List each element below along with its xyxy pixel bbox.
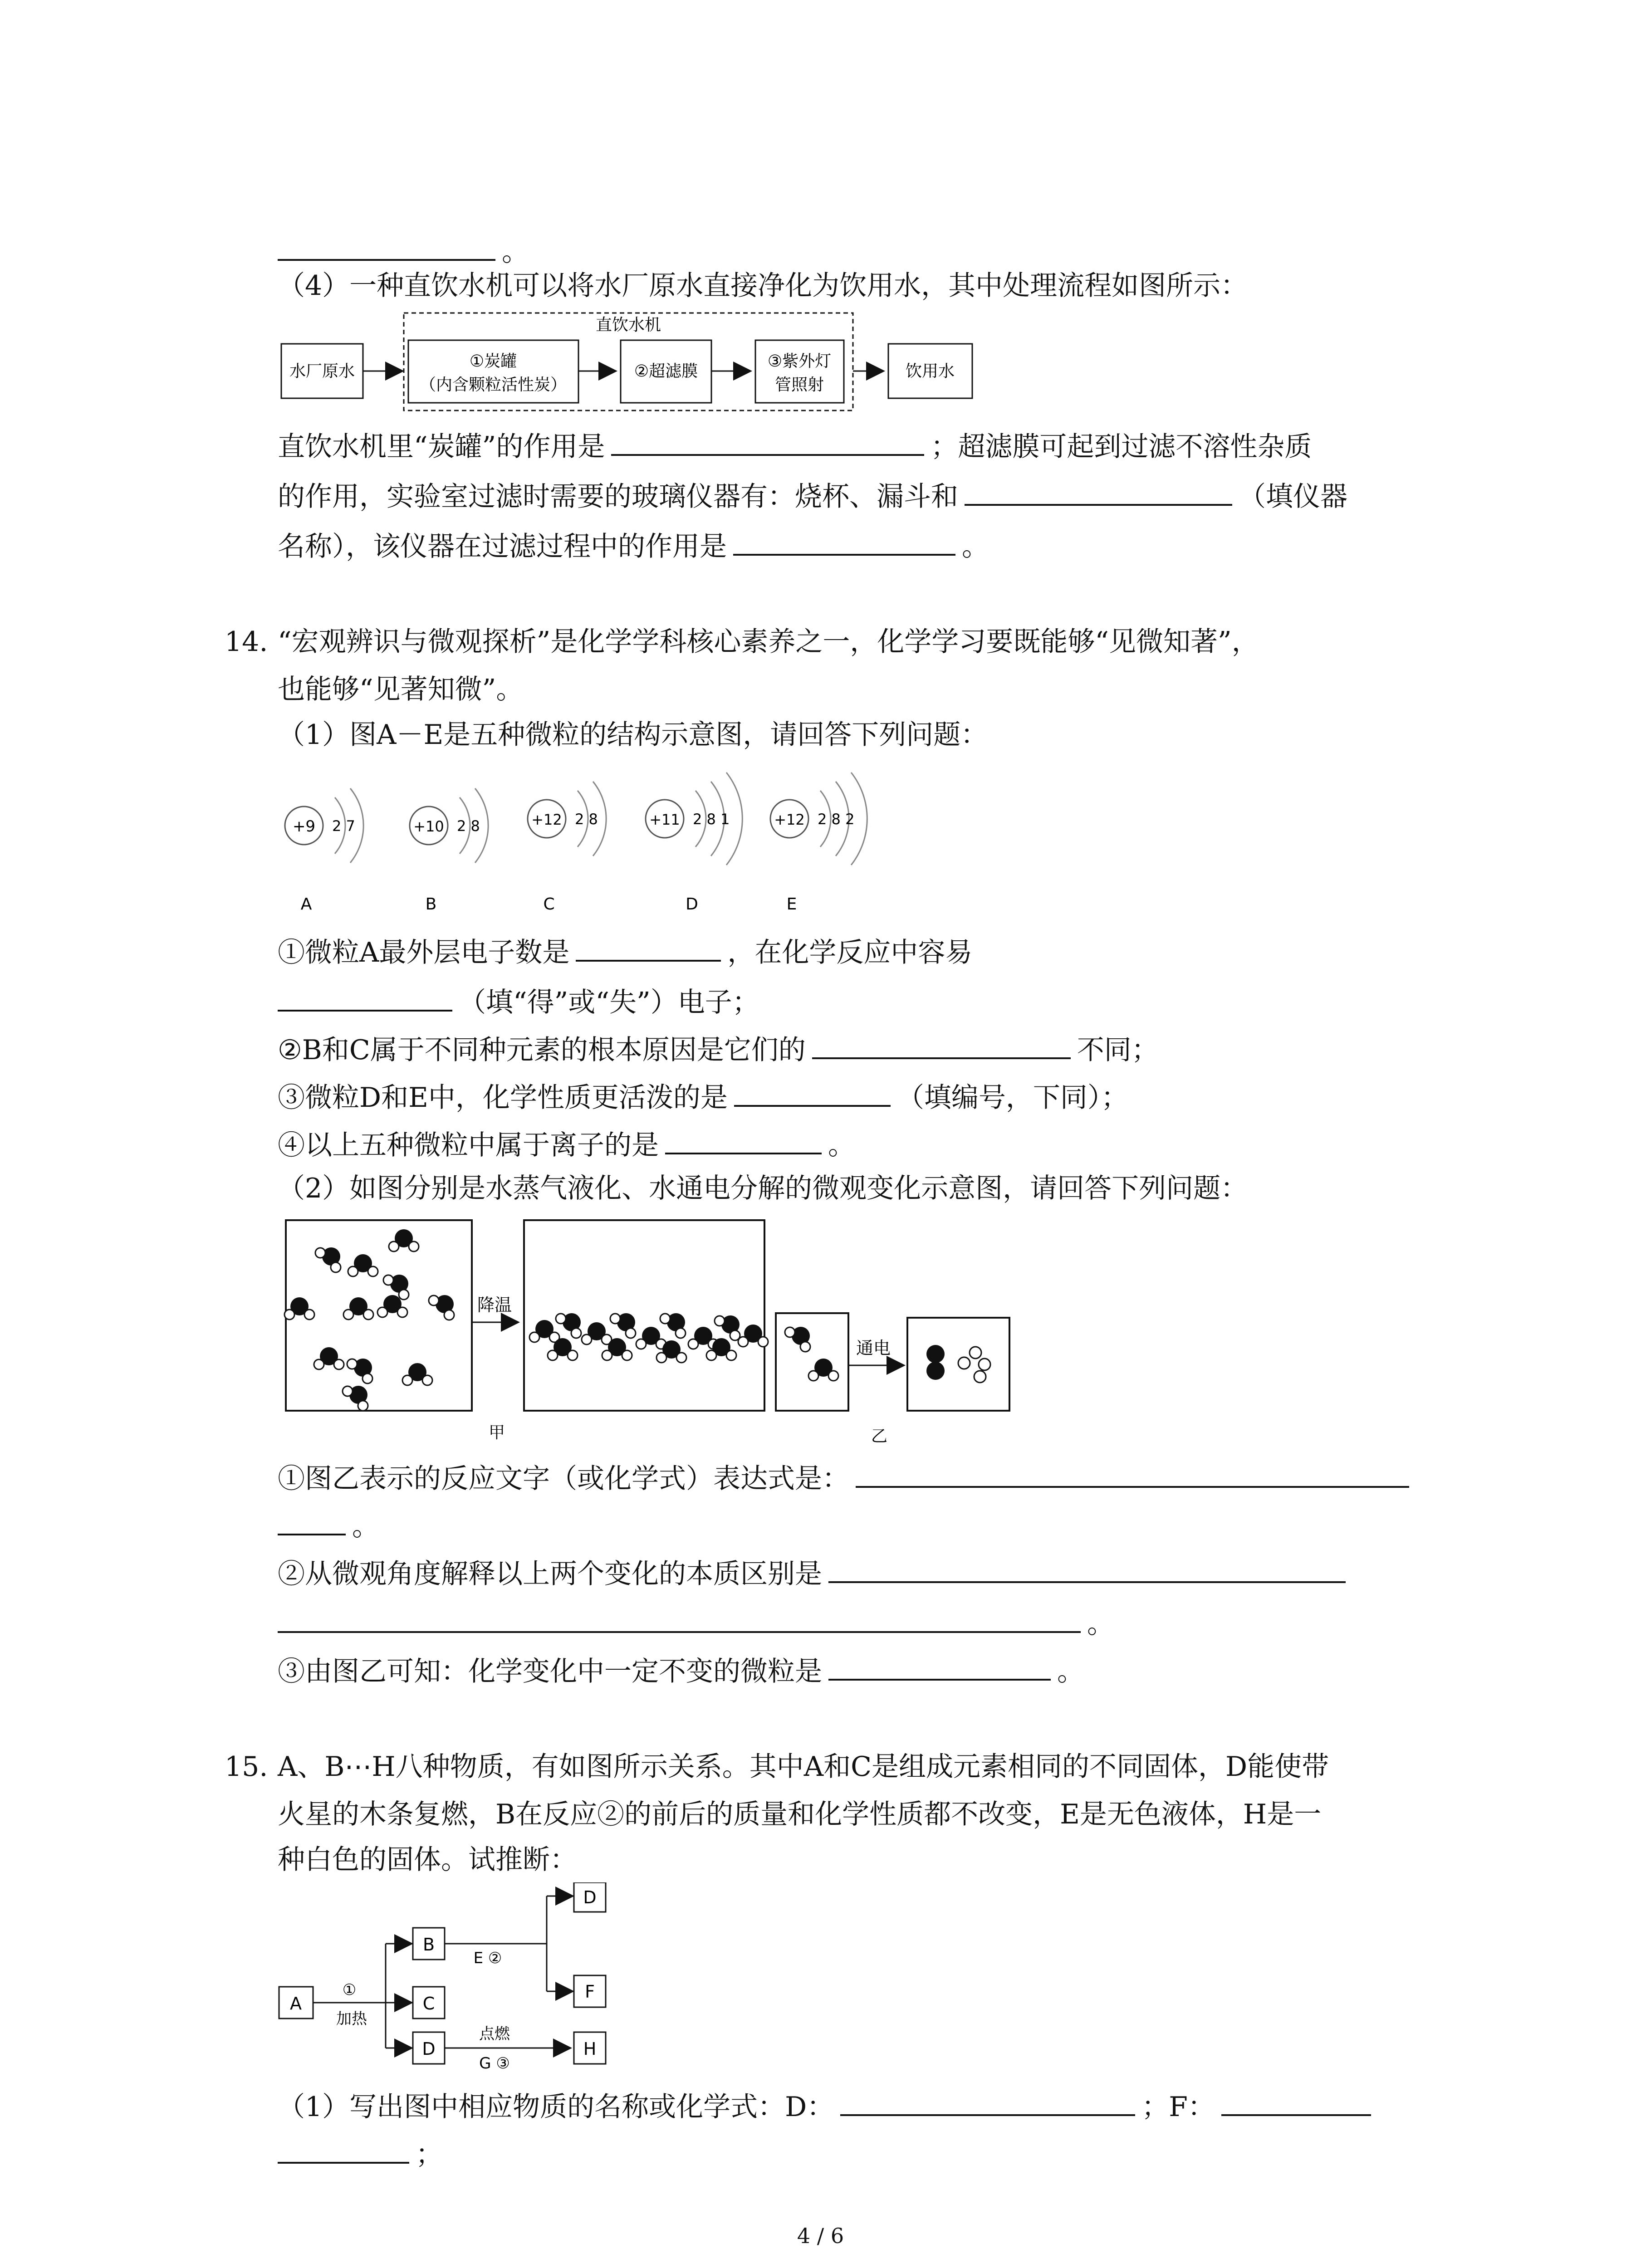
atom-diagram-b [410,788,488,914]
svg-text:F: F [585,1982,595,2002]
svg-text:B: B [425,895,437,914]
svg-text:饮用水: 饮用水 [905,362,955,381]
purifier-group-title: 直饮水机 [595,316,661,334]
answer-blank[interactable] [856,1456,1409,1488]
q14-sub1: ①微粒A最外层电子数是 ，在化学反应中容易 [278,930,972,971]
svg-text:点燃: 点燃 [479,2025,510,2043]
svg-text:甲: 甲 [488,1423,505,1442]
q14-part2-sub1: ①图乙表示的反应文字（或化学式）表达式是： [278,1456,1416,1497]
part4-intro: （4）一种直饮水机可以将水厂原水直接净化为饮用水，其中处理流程如图所示： [278,270,1248,302]
answer-blank[interactable] [828,1649,1051,1681]
q14-part1-intro: （1）图A－E是五种微粒的结构示意图，请回答下列问题： [278,719,988,751]
svg-text:G ③: G ③ [479,2054,510,2072]
atom-diagram-e [770,772,867,914]
svg-text:+12: +12 [774,811,805,828]
q14-part2-sub3: ③由图乙可知：化学变化中一定不变的微粒是 。 [278,1649,1084,1690]
answer-blank[interactable] [278,980,452,1012]
svg-text:（内含颗粒活性炭）: （内含颗粒活性炭） [419,376,567,394]
svg-text:H: H [583,2039,597,2059]
svg-text:加热: 加热 [336,2010,367,2028]
substance-relation-diagram [272,1882,681,2073]
svg-text:D: D [583,1887,597,1907]
q15-stem-line3: 种白色的固体。试推断： [278,1844,577,1876]
answer-blank[interactable] [812,1027,1071,1059]
answer-blank[interactable] [278,1601,1081,1633]
q15-number: 15. [225,1751,268,1783]
water-molecule-diagrams [272,1211,1043,1447]
q15-stem-line1: A、B⋯H八种物质，有如图所示关系。其中A和C是组成元素相同的不同固体，D能使带 [278,1751,1329,1783]
svg-text:C: C [422,1994,435,2014]
answer-blank[interactable] [1221,2084,1371,2116]
svg-text:2 8: 2 8 [575,811,598,828]
svg-text:D: D [422,2039,436,2059]
q15-part1: （1）写出图中相应物质的名称或化学式：D： ；F： [278,2084,1377,2125]
svg-text:E ②: E ② [473,1949,502,1967]
svg-text:①: ① [342,1981,357,1999]
answer-blank[interactable] [278,2132,409,2164]
svg-text:③紫外灯: ③紫外灯 [767,352,832,371]
svg-text:2 7: 2 7 [332,817,355,835]
atom-structure-diagrams [272,762,907,925]
svg-text:+9: +9 [292,817,316,836]
q14-stem-line2: 也能够“见著知微”。 [278,674,524,705]
svg-text:+12: +12 [531,811,562,828]
atom-diagram-d [646,772,742,914]
svg-text:①炭罐: ①炭罐 [469,352,517,371]
svg-text:降温: 降温 [477,1295,512,1315]
answer-blank[interactable] [278,1504,346,1535]
answer-blank[interactable] [665,1123,822,1154]
answer-blank[interactable] [278,229,495,261]
q14-sub3: ③微粒D和E中，化学性质更活泼的是 （填编号，下同）； [278,1075,1128,1116]
svg-text:2 8 1: 2 8 1 [693,811,730,828]
part4-line1: 直饮水机里“炭罐”的作用是 ；超滤膜可起到过滤不溶性杂质 [278,424,1312,465]
svg-text:水厂原水: 水厂原水 [289,362,355,381]
q15-part1-cont: ； [278,2132,443,2173]
q14-part2-sub1-cont: 。 [278,1504,379,1545]
atom-diagram-c [528,782,606,914]
svg-text:A: A [290,1994,302,2014]
q14-sub1-cont: （填“得”或“失”）电子； [278,980,759,1021]
atom-diagram-a [285,788,363,914]
q14-part2-sub2-cont: 。 [278,1601,1114,1642]
svg-text:+10: +10 [413,818,444,835]
svg-text:B: B [422,1935,435,1955]
q14-stem-line1: “宏观辨识与微观探析”是化学学科核心素养之一，化学学习要既能够“见微知著”， [278,626,1259,658]
part4-line3: 名称），该仪器在过滤过程中的作用是 。 [278,524,989,565]
part4-line2: 的作用，实验室过滤时需要的玻璃仪器有：烧杯、漏斗和 （填仪器 [278,474,1347,515]
q15-stem-line2: 火星的木条复燃，B在反应②的前后的质量和化学性质都不改变，E是无色液体，H是一 [278,1799,1322,1830]
water-purifier-flowchart [272,308,980,417]
svg-text:C: C [543,895,555,914]
svg-text:+11: +11 [649,811,680,828]
answer-blank[interactable] [733,524,955,556]
svg-text:E: E [786,895,797,914]
answer-blank[interactable] [840,2084,1135,2116]
svg-text:D: D [686,895,698,914]
svg-text:2 8: 2 8 [457,817,480,835]
svg-text:2 8 2: 2 8 2 [818,811,855,828]
svg-text:管照射: 管照射 [774,376,824,394]
svg-text:A: A [300,895,312,914]
q14-sub4: ④以上五种微粒中属于离子的是 。 [278,1123,855,1163]
answer-blank[interactable] [965,474,1232,506]
answer-blank[interactable] [828,1551,1346,1583]
q14-sub2: ②B和C属于不同种元素的根本原因是它们的 不同； [278,1027,1159,1068]
q14-part2-intro: （2）如图分别是水蒸气液化、水通电分解的微观变化示意图，请回答下列问题： [278,1173,1248,1204]
svg-text:②超滤膜: ②超滤膜 [634,362,698,381]
page-number: 4 / 6 [797,2224,844,2248]
answer-line-end: 。 [278,229,529,270]
svg-text:乙: 乙 [871,1427,888,1446]
answer-blank[interactable] [576,930,721,962]
answer-blank[interactable] [611,424,924,456]
q14-number: 14. [225,626,268,658]
svg-text:通电: 通电 [856,1338,891,1358]
answer-blank[interactable] [734,1075,891,1107]
q14-part2-sub2: ②从微观角度解释以上两个变化的本质区别是 [278,1551,1352,1592]
